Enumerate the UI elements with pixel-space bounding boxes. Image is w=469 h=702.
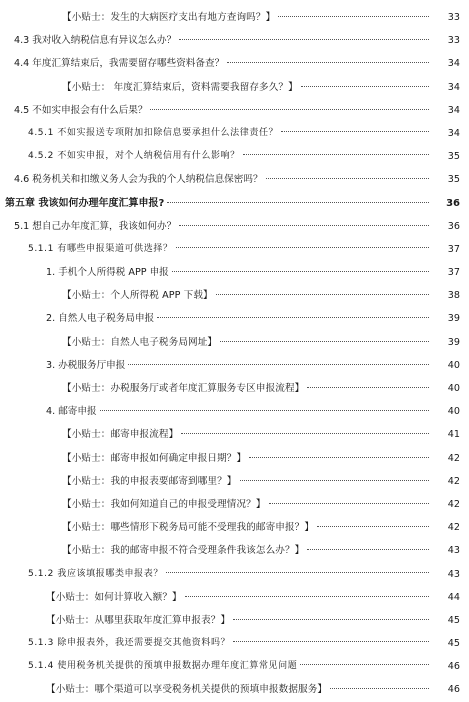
dot-leader <box>166 572 429 573</box>
toc-tip-entry[interactable] <box>0 76 469 99</box>
dot-leader <box>227 62 429 63</box>
toc-entry-text <box>46 586 431 609</box>
toc-entry-text <box>14 29 431 52</box>
toc-page-number: 45 <box>447 614 460 626</box>
toc-entry-title: 第五章 我该如何办理年度汇算申报? <box>5 197 165 209</box>
toc-entry-title: 4.6 税务机关和扣缴义务人会为我的个人纳税信息保密吗？ <box>14 174 263 186</box>
toc-page-number: 37 <box>447 243 460 255</box>
toc-tip-entry[interactable] <box>0 586 469 609</box>
toc-entry-title: 【小贴士：自然人电子税务局网址】 <box>62 336 218 348</box>
dot-leader <box>233 641 429 642</box>
toc-entry-title: 4. 邮寄申报 <box>46 406 97 418</box>
toc-chapter-heading[interactable] <box>0 192 469 215</box>
toc-entry-title: 4.5 不如实申报会有什么后果？ <box>14 104 148 116</box>
toc-entry-text <box>62 6 431 29</box>
toc-entry-title: 【小贴士：哪个渠道可以享受税务机关提供的预填申报数据服务】 <box>46 684 328 696</box>
toc-entry[interactable] <box>0 29 469 52</box>
toc-page-number: 42 <box>447 475 460 487</box>
toc-entry-title: 4.5.1 不如实报送专项附加扣除信息要承担什么法律责任？ <box>28 127 279 138</box>
toc-page-number: 36 <box>446 197 460 209</box>
toc-entry-title: 5.1.4 使用税务机关提供的预填申报数据办理年度汇算常见问题 <box>28 661 298 672</box>
toc-entry-title: 【小贴士： 年度汇算结束后，资料需要我留存多久？】 <box>62 81 298 93</box>
toc-entry[interactable] <box>0 400 469 423</box>
toc-page-number: 34 <box>447 81 460 93</box>
toc-entry-text <box>46 400 431 423</box>
toc-entry-title: 5.1 想自己办年度汇算，我该如何办？ <box>14 220 177 232</box>
toc-page-number: 42 <box>447 522 460 534</box>
toc-page-number: 33 <box>447 12 460 23</box>
toc-entry-title: 【小贴士：如何计算收入额？】 <box>46 591 182 603</box>
toc-entry[interactable] <box>0 215 469 238</box>
dot-leader <box>128 364 429 365</box>
toc-page-number: 40 <box>447 383 460 394</box>
toc-entry-title: 【小贴士：邮寄申报如何确定申报日期？】 <box>62 452 247 464</box>
toc-page-number: 44 <box>447 591 460 603</box>
toc-tip-entry[interactable] <box>0 539 469 562</box>
toc-page-number: 34 <box>447 127 460 139</box>
toc-tip-entry[interactable] <box>0 447 469 470</box>
dot-leader <box>240 480 430 481</box>
toc-tip-entry[interactable] <box>0 609 469 632</box>
toc-entry[interactable] <box>0 655 469 678</box>
toc-entry-text <box>46 678 431 701</box>
toc-page-number: 42 <box>447 452 460 464</box>
toc-entry-title: 【小贴士：办税服务厅或者年度汇算服务专区申报流程】 <box>62 383 305 394</box>
toc-entry[interactable] <box>0 122 469 145</box>
dot-leader <box>181 433 429 434</box>
toc-entry-text <box>28 632 431 655</box>
toc-entry-text <box>62 76 431 99</box>
dot-leader <box>301 86 429 87</box>
dot-leader <box>300 664 429 665</box>
dot-leader <box>249 457 429 458</box>
dot-leader <box>278 16 429 17</box>
toc-page-number: 34 <box>447 104 460 116</box>
toc-entry-text <box>62 493 431 516</box>
toc-page-number: 38 <box>447 290 460 302</box>
toc-entry-text <box>5 192 431 215</box>
dot-leader <box>220 341 429 342</box>
dot-leader <box>233 619 429 620</box>
toc-entry-text <box>14 215 431 238</box>
toc-entry-title: 【小贴士：邮寄申报流程】 <box>62 429 179 441</box>
toc-entry[interactable] <box>0 563 469 586</box>
toc-entry[interactable] <box>0 52 469 75</box>
dot-leader <box>172 271 429 272</box>
toc-entry[interactable] <box>0 145 469 168</box>
dot-leader <box>167 202 429 203</box>
dot-leader <box>157 317 429 318</box>
toc-page-number: 46 <box>447 684 460 696</box>
toc-entry-text <box>62 423 431 446</box>
toc-tip-entry[interactable] <box>0 423 469 446</box>
toc-entry-title: 【小贴士：哪些情形下税务局可能不受理我的邮寄申报？】 <box>62 522 315 534</box>
toc-entry[interactable] <box>0 261 469 284</box>
toc-entry-text <box>62 284 431 307</box>
toc-page-number: 43 <box>447 545 460 557</box>
toc-entry-title: 5.1.1 有哪些申报渠道可供选择？ <box>28 243 173 254</box>
toc-entry-text <box>62 331 431 354</box>
toc-page-number: 46 <box>447 661 460 673</box>
toc-entry[interactable] <box>0 307 469 330</box>
toc-page-number: 36 <box>447 220 460 232</box>
toc-entry-title: 4.4 年度汇算结束后，我需要留存哪些资料备查？ <box>14 58 225 70</box>
toc-page-number: 42 <box>447 498 460 510</box>
toc-page-number: 34 <box>447 58 460 70</box>
toc-entry-title: 5.1.2 我应该填报哪类申报表？ <box>28 568 163 579</box>
toc-page-number: 39 <box>447 313 460 325</box>
toc-entry-text <box>28 145 431 168</box>
toc-entry-text <box>46 261 431 284</box>
dot-leader <box>317 526 429 527</box>
toc-entry-text <box>28 655 431 678</box>
dot-leader <box>281 131 429 132</box>
toc-entry-text <box>28 238 431 261</box>
toc-page-number: 33 <box>447 35 460 47</box>
dot-leader <box>179 225 429 226</box>
toc-page-number: 40 <box>447 406 460 418</box>
dot-leader <box>100 410 429 411</box>
dot-leader <box>176 247 429 248</box>
toc-entry-title: 3. 办税服务厅申报 <box>46 359 126 371</box>
toc-tip-entry[interactable] <box>0 331 469 354</box>
toc-entry-title: 4.5.2 不如实申报，对个人纳税信用有什么影响？ <box>28 151 240 162</box>
toc-entry-text <box>14 168 431 191</box>
toc-entry-text <box>28 563 431 586</box>
toc-entry-title: 5.1.3 除申报表外，我还需要提交其他资料吗？ <box>28 638 231 649</box>
toc-entry-text <box>46 307 431 330</box>
toc-entry-title: 【小贴士：从哪里获取年度汇算申报表？】 <box>46 614 231 626</box>
dot-leader <box>150 109 429 110</box>
toc-page-number: 45 <box>447 638 460 650</box>
toc-page-number: 35 <box>447 174 460 186</box>
toc-entry-title: 4.3 我对收入纳税信息有异议怎么办？ <box>14 35 177 47</box>
dot-leader <box>269 503 429 504</box>
toc-page-number: 35 <box>447 151 460 163</box>
toc-entry-title: 2. 自然人电子税务局申报 <box>46 313 155 325</box>
toc-entry-text <box>14 99 431 122</box>
toc-entry[interactable] <box>0 632 469 655</box>
dot-leader <box>307 549 429 550</box>
toc-entry-text <box>62 377 431 400</box>
toc-entry-text <box>46 354 431 377</box>
dot-leader <box>266 178 429 179</box>
toc-entry-text <box>62 447 431 470</box>
toc-tip-entry[interactable] <box>0 470 469 493</box>
toc-page-number: 40 <box>447 359 460 371</box>
toc-page-number: 37 <box>447 267 460 279</box>
dot-leader <box>307 387 429 388</box>
dot-leader <box>179 39 429 40</box>
toc-entry-text <box>28 122 431 145</box>
toc-entry[interactable] <box>0 354 469 377</box>
toc-entry-title: 【小贴士：我的申报表要邮寄到哪里？】 <box>62 475 237 487</box>
toc-entry-text <box>62 516 431 539</box>
toc-entry-text <box>62 539 431 562</box>
dot-leader <box>243 154 429 155</box>
toc-entry-title: 1. 手机个人所得税 APP 申报 <box>46 267 169 279</box>
toc-tip-entry[interactable] <box>0 493 469 516</box>
toc-tip-entry[interactable] <box>0 678 469 701</box>
toc-page-number: 39 <box>447 336 460 348</box>
toc-page-number: 41 <box>447 429 460 441</box>
toc-entry-title: 【小贴士：我的邮寄申报不符合受理条件我该怎么办？】 <box>62 545 305 557</box>
toc-entry-title: 【小贴士：我如何知道自己的申报受理情况？】 <box>62 498 266 510</box>
toc-entry-text <box>46 609 431 632</box>
table-of-contents <box>0 6 469 702</box>
toc-page-number: 43 <box>447 568 460 580</box>
toc-entry[interactable] <box>0 168 469 191</box>
dot-leader <box>216 294 429 295</box>
dot-leader <box>185 596 429 597</box>
toc-tip-entry[interactable] <box>0 377 469 400</box>
toc-tip-entry[interactable] <box>0 6 469 29</box>
toc-entry-text <box>14 52 431 75</box>
toc-entry[interactable] <box>0 238 469 261</box>
toc-entry-text <box>62 470 431 493</box>
toc-tip-entry[interactable] <box>0 516 469 539</box>
toc-tip-entry[interactable] <box>0 284 469 307</box>
toc-entry[interactable] <box>0 99 469 122</box>
toc-entry-title: 【小贴士：个人所得税 APP 下载】 <box>62 290 213 302</box>
toc-entry-title: 【小贴士：发生的大病医疗支出有地方查询吗？】 <box>62 12 276 23</box>
